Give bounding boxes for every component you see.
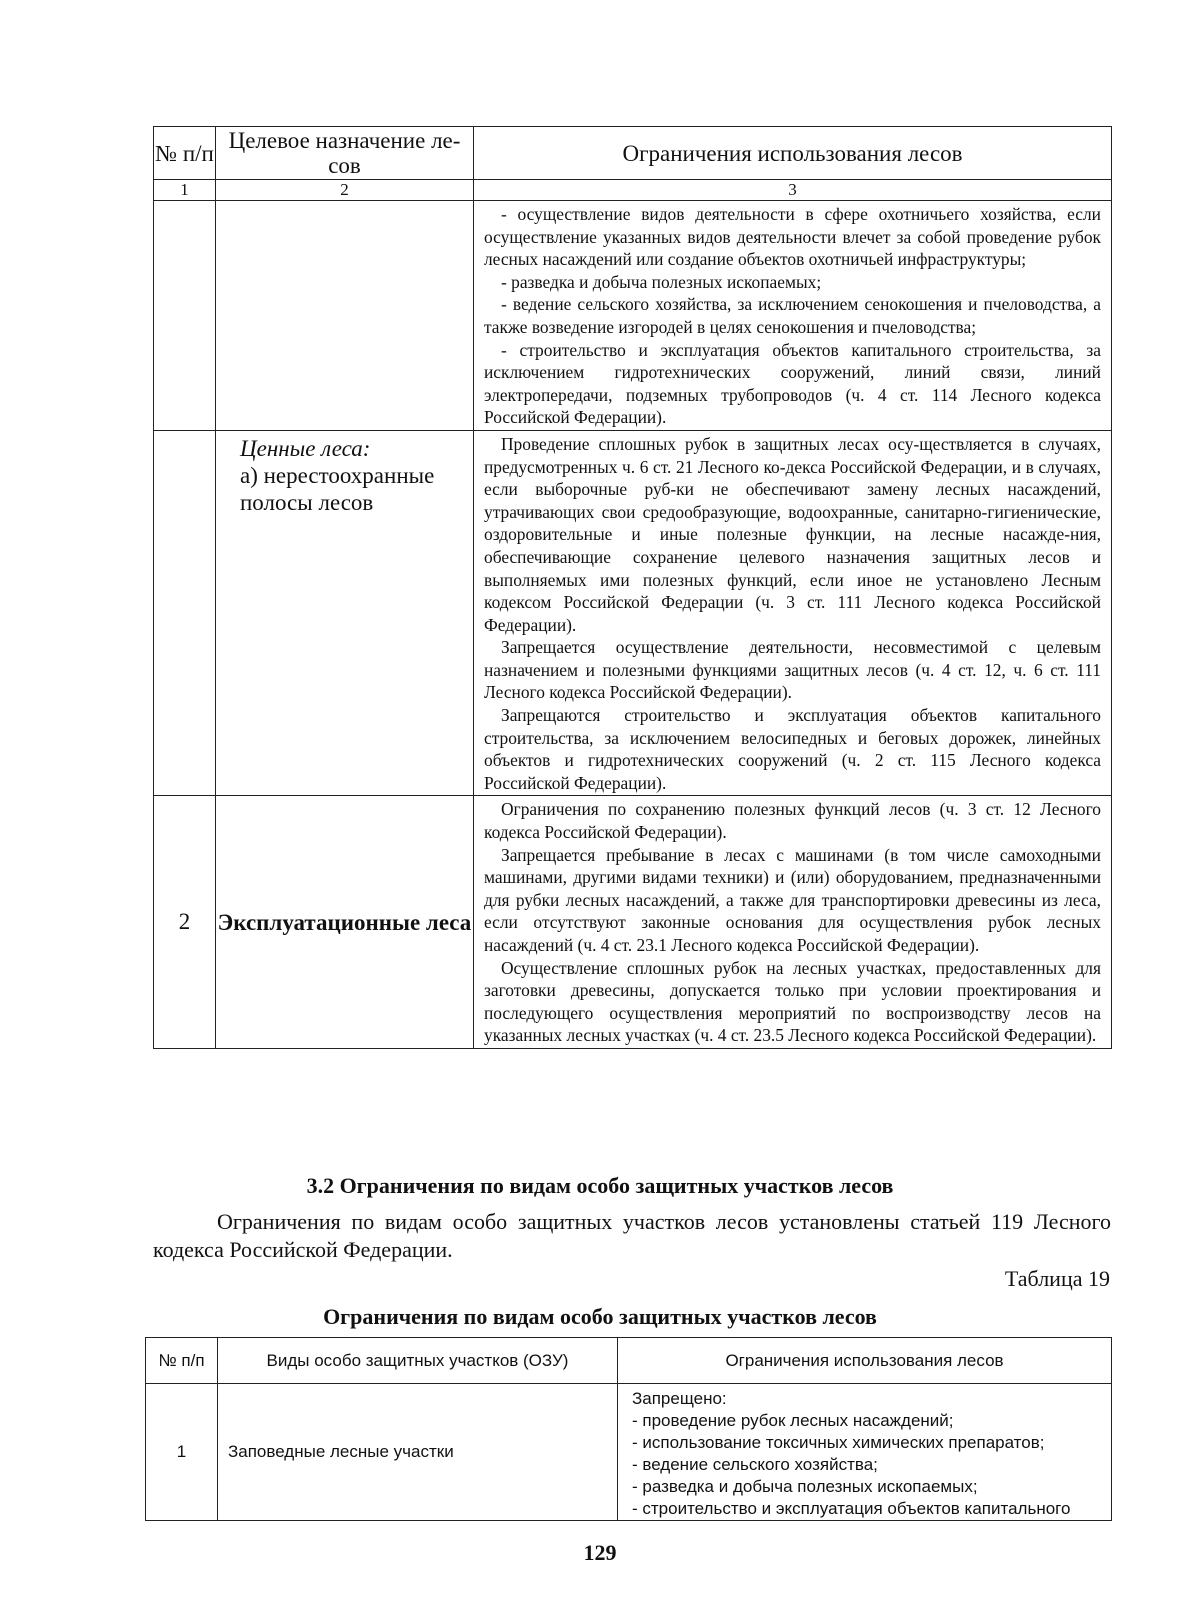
table-row [154, 796, 1112, 1049]
row-c-restrictions [474, 796, 1112, 1049]
section-paragraph: Ограничения по видам особо защитных участков лесов установлены статьей 119 Лесного кодекса Российской Федерации. [153, 1209, 1111, 1262]
column-number-row [154, 180, 1112, 201]
row-a-restrictions [474, 201, 1112, 431]
row-b-restrictions [474, 430, 1112, 796]
restriction-paragraph: - строительство и эксплуатация объектов капитального строительства, за исключением гидротехнических сооружений, линий связи, линий электропередачи, подземных трубопроводов (ч. 4 ст. 114 Лесного кодекса Российской Федерации). [484, 339, 1101, 428]
restriction-paragraph: Ограничения по сохранению полезных функций лесов (ч. 3 ст. 12 Лесного кодекса Российской Федерации). [484, 799, 1101, 843]
spawning-protection-item: а) нерестоохранные полосы лесов [240, 462, 435, 515]
table-row [154, 430, 1112, 796]
row-c-purpose: Эксплуатационные леса [216, 796, 474, 1049]
restriction-paragraph: Запрещается осуществление деятельности, несовместимой с целевым назначением и полезными функциями защитных лесов (ч. 4 ст. 12, ч. 6 ст. 111 Лесного кодекса Российской Федерации). [484, 637, 1101, 703]
header-restrictions: Ограничения использования лесов [474, 127, 1112, 180]
col-number-3: 3 [474, 180, 1112, 201]
col-number-2: 2 [216, 180, 474, 201]
row-restrictions [618, 1384, 1112, 1521]
valuable-forests-title: Ценные леса: [240, 435, 371, 461]
row-b-purpose [216, 430, 474, 796]
forest-purpose-table [153, 126, 1112, 1049]
table-number: Таблица 19 [1004, 1266, 1110, 1291]
restriction-paragraph: - разведка и добыча полезных ископаемых; [501, 271, 822, 292]
header-restrictions: Ограничения использования лесов [618, 1338, 1112, 1384]
restriction-paragraph: Запрещается пребывание в лесах с машинами (в том числе самоходными машинами, другими видами техники) и (или) оборудованием, предназначенными для рубки лесных насаждений, а также для транспортировки древесины из леса, если отсутствуют законные основания для осуществления рубок лесных насаждений (ч. 4 ст. 23.1 Лесного кодекса Российской Федерации). [484, 844, 1101, 955]
row-num: 1 [146, 1384, 218, 1521]
row-c-num: 2 [154, 796, 216, 1049]
row-b-num [154, 430, 216, 796]
restriction-line: Запрещено: [632, 1389, 727, 1408]
row-kind: Заповедные лесные участки [218, 1384, 618, 1521]
restriction-paragraph: Проведение сплошных рубок в защитных лесах осу-ществляется в случаях, предусмотренных ч. 6 ст. 21 Лесного ко-декса Российской Федерации, и в случаях, если выборочные руб-ки не обеспечивают замену лесных насаждений, утрачивающих свои средообразующие, водоохранные, санитарно-гигиенические, оздоровительные и иные полезные функции, на лесные насажде-ния, обеспечивающие сохранение целевого назначения защитных лесов и выполняемых ими полезных функций, если иное не установлено Лесным кодексом Российской Федерации (ч. 3 ст. 111 Лесного кодекса Российской Федерации). [484, 433, 1101, 635]
restriction-paragraph: Осуществление сплошных рубок на лесных участках, предоставленных для заготовки древесины, допускается только при условии проектирования и последующего осуществления мероприятий по воспроизводству лесов на указанных лесных участках (ч. 4 ст. 23.5 Лесного кодекса Российской Федерации). [484, 957, 1101, 1046]
restriction-line: - ведение сельского хозяйства; [632, 1455, 878, 1474]
page-number: 129 [583, 1540, 617, 1565]
header-num: № п/п [154, 127, 216, 180]
header-purpose: Целевое назначение ле-сов [216, 127, 474, 180]
table-header-row [154, 127, 1112, 180]
restriction-line: - проведение рубок лесных насаждений; [632, 1411, 954, 1430]
table-header-row [146, 1338, 1112, 1384]
header-num: № п/п [146, 1338, 218, 1384]
header-kind: Виды особо защитных участков (ОЗУ) [218, 1338, 618, 1384]
table-title: Ограничения по видам особо защитных участков лесов [323, 1304, 877, 1329]
restriction-paragraph: Запрещаются строительство и эксплуатация объектов капитального строительства, за исключением велосипедных и беговых дорожек, линейных объектов и гидротехнических сооружений (ч. 2 ст. 115 Лесного кодекса Российской Федерации). [484, 705, 1101, 793]
col-number-1: 1 [154, 180, 216, 201]
restriction-line: - использование токсичных химических препаратов; [632, 1433, 1045, 1452]
restriction-paragraph: - ведение сельского хозяйства, за исключением сенокошения и пчеловодства, а также возведение изгородей в целях сенокошения и пчеловодства; [484, 294, 1101, 337]
restriction-line: - разведка и добыча полезных ископаемых; [632, 1477, 978, 1496]
restriction-paragraph: - осуществление видов деятельности в сфере охотничьего хозяйства, если осуществление указанных видов деятельности влечет за собой проведение рубок лесных насаждений или создание объектов охотничьей инфраструктуры; [484, 204, 1101, 270]
section-heading: 3.2 Ограничения по видам особо защитных участков лесов [306, 1173, 894, 1198]
restriction-line: - строительство и эксплуатация объектов капитального [632, 1499, 1071, 1518]
row-a-num [154, 201, 216, 431]
table-row [154, 201, 1112, 431]
table-row [146, 1384, 1112, 1521]
row-a-purpose [216, 201, 474, 431]
protected-areas-table [145, 1337, 1112, 1521]
